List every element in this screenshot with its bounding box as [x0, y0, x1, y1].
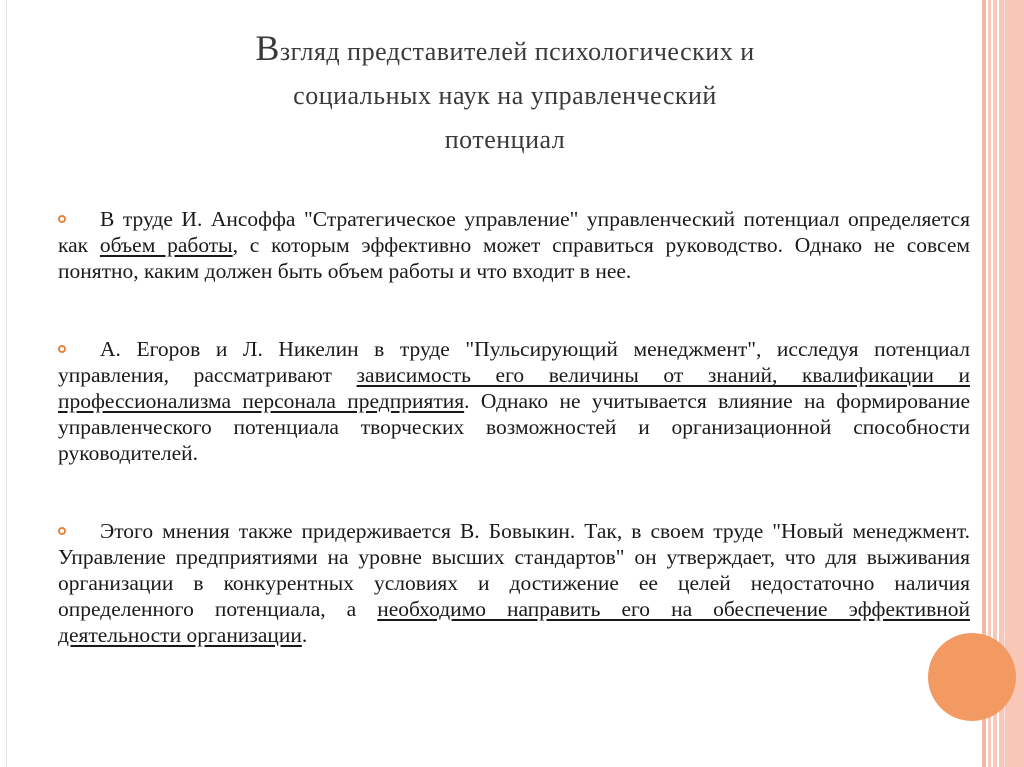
- slide-body: [58, 206, 970, 648]
- underlined-text: объем работы: [99, 233, 233, 257]
- paragraph-text: .: [301, 623, 308, 647]
- paragraph-text: В труде И. Ансоффа "Стратегическое управление" управленческий потенциал определяется как: [58, 207, 970, 257]
- title-line-1: [40, 26, 970, 74]
- paragraph-text: Этого мнения также придерживается В. Бовыкин. Так, в своем труде "Новый менеджмент. Управление предприятиями на уровне высших стандартов" он утверждает, что для выживания организации в конкурентных условиях и достижение ее целей недостаточно наличия определенного потенциала, а: [58, 519, 970, 621]
- bullet-paragraph-1: [58, 206, 970, 284]
- bullet-circle-icon: [58, 527, 66, 535]
- slide-title: [40, 26, 970, 162]
- bullet-circle-icon: [58, 345, 66, 353]
- title-line-1-text: згляд представителей психологических и: [279, 37, 755, 66]
- underlined-text: зависимость его величины от знаний, квалификации и профессионализма персонала предприятия: [58, 363, 970, 413]
- paragraph-text: . Однако не учитывается влияние на формирование управленческого потенциала творческих возможностей и организационной способности руководителей.: [58, 389, 970, 465]
- title-capital: В: [255, 28, 280, 68]
- bullet-paragraph-2: [58, 336, 970, 466]
- title-line-2: социальных наук на управленческий: [293, 81, 717, 110]
- underlined-text: необходимо направить его на обеспечение эффективной деятельности организации: [58, 597, 970, 647]
- title-line-3: потенциал: [444, 125, 566, 154]
- bullet-paragraph-3: [58, 518, 970, 648]
- paragraph-text: , с которым эффективно может справиться руководство. Однако не совсем понятно, каким должен быть объем работы и что входит в нее.: [58, 233, 970, 283]
- bullet-circle-icon: [58, 215, 66, 223]
- paragraph-text: А. Егоров и Л. Никелин в труде "Пульсирующий менеджмент", исследуя потенциал управления, рассматривают: [58, 337, 970, 387]
- decor-orange-circle: [928, 633, 1016, 721]
- left-border-line: [6, 0, 7, 767]
